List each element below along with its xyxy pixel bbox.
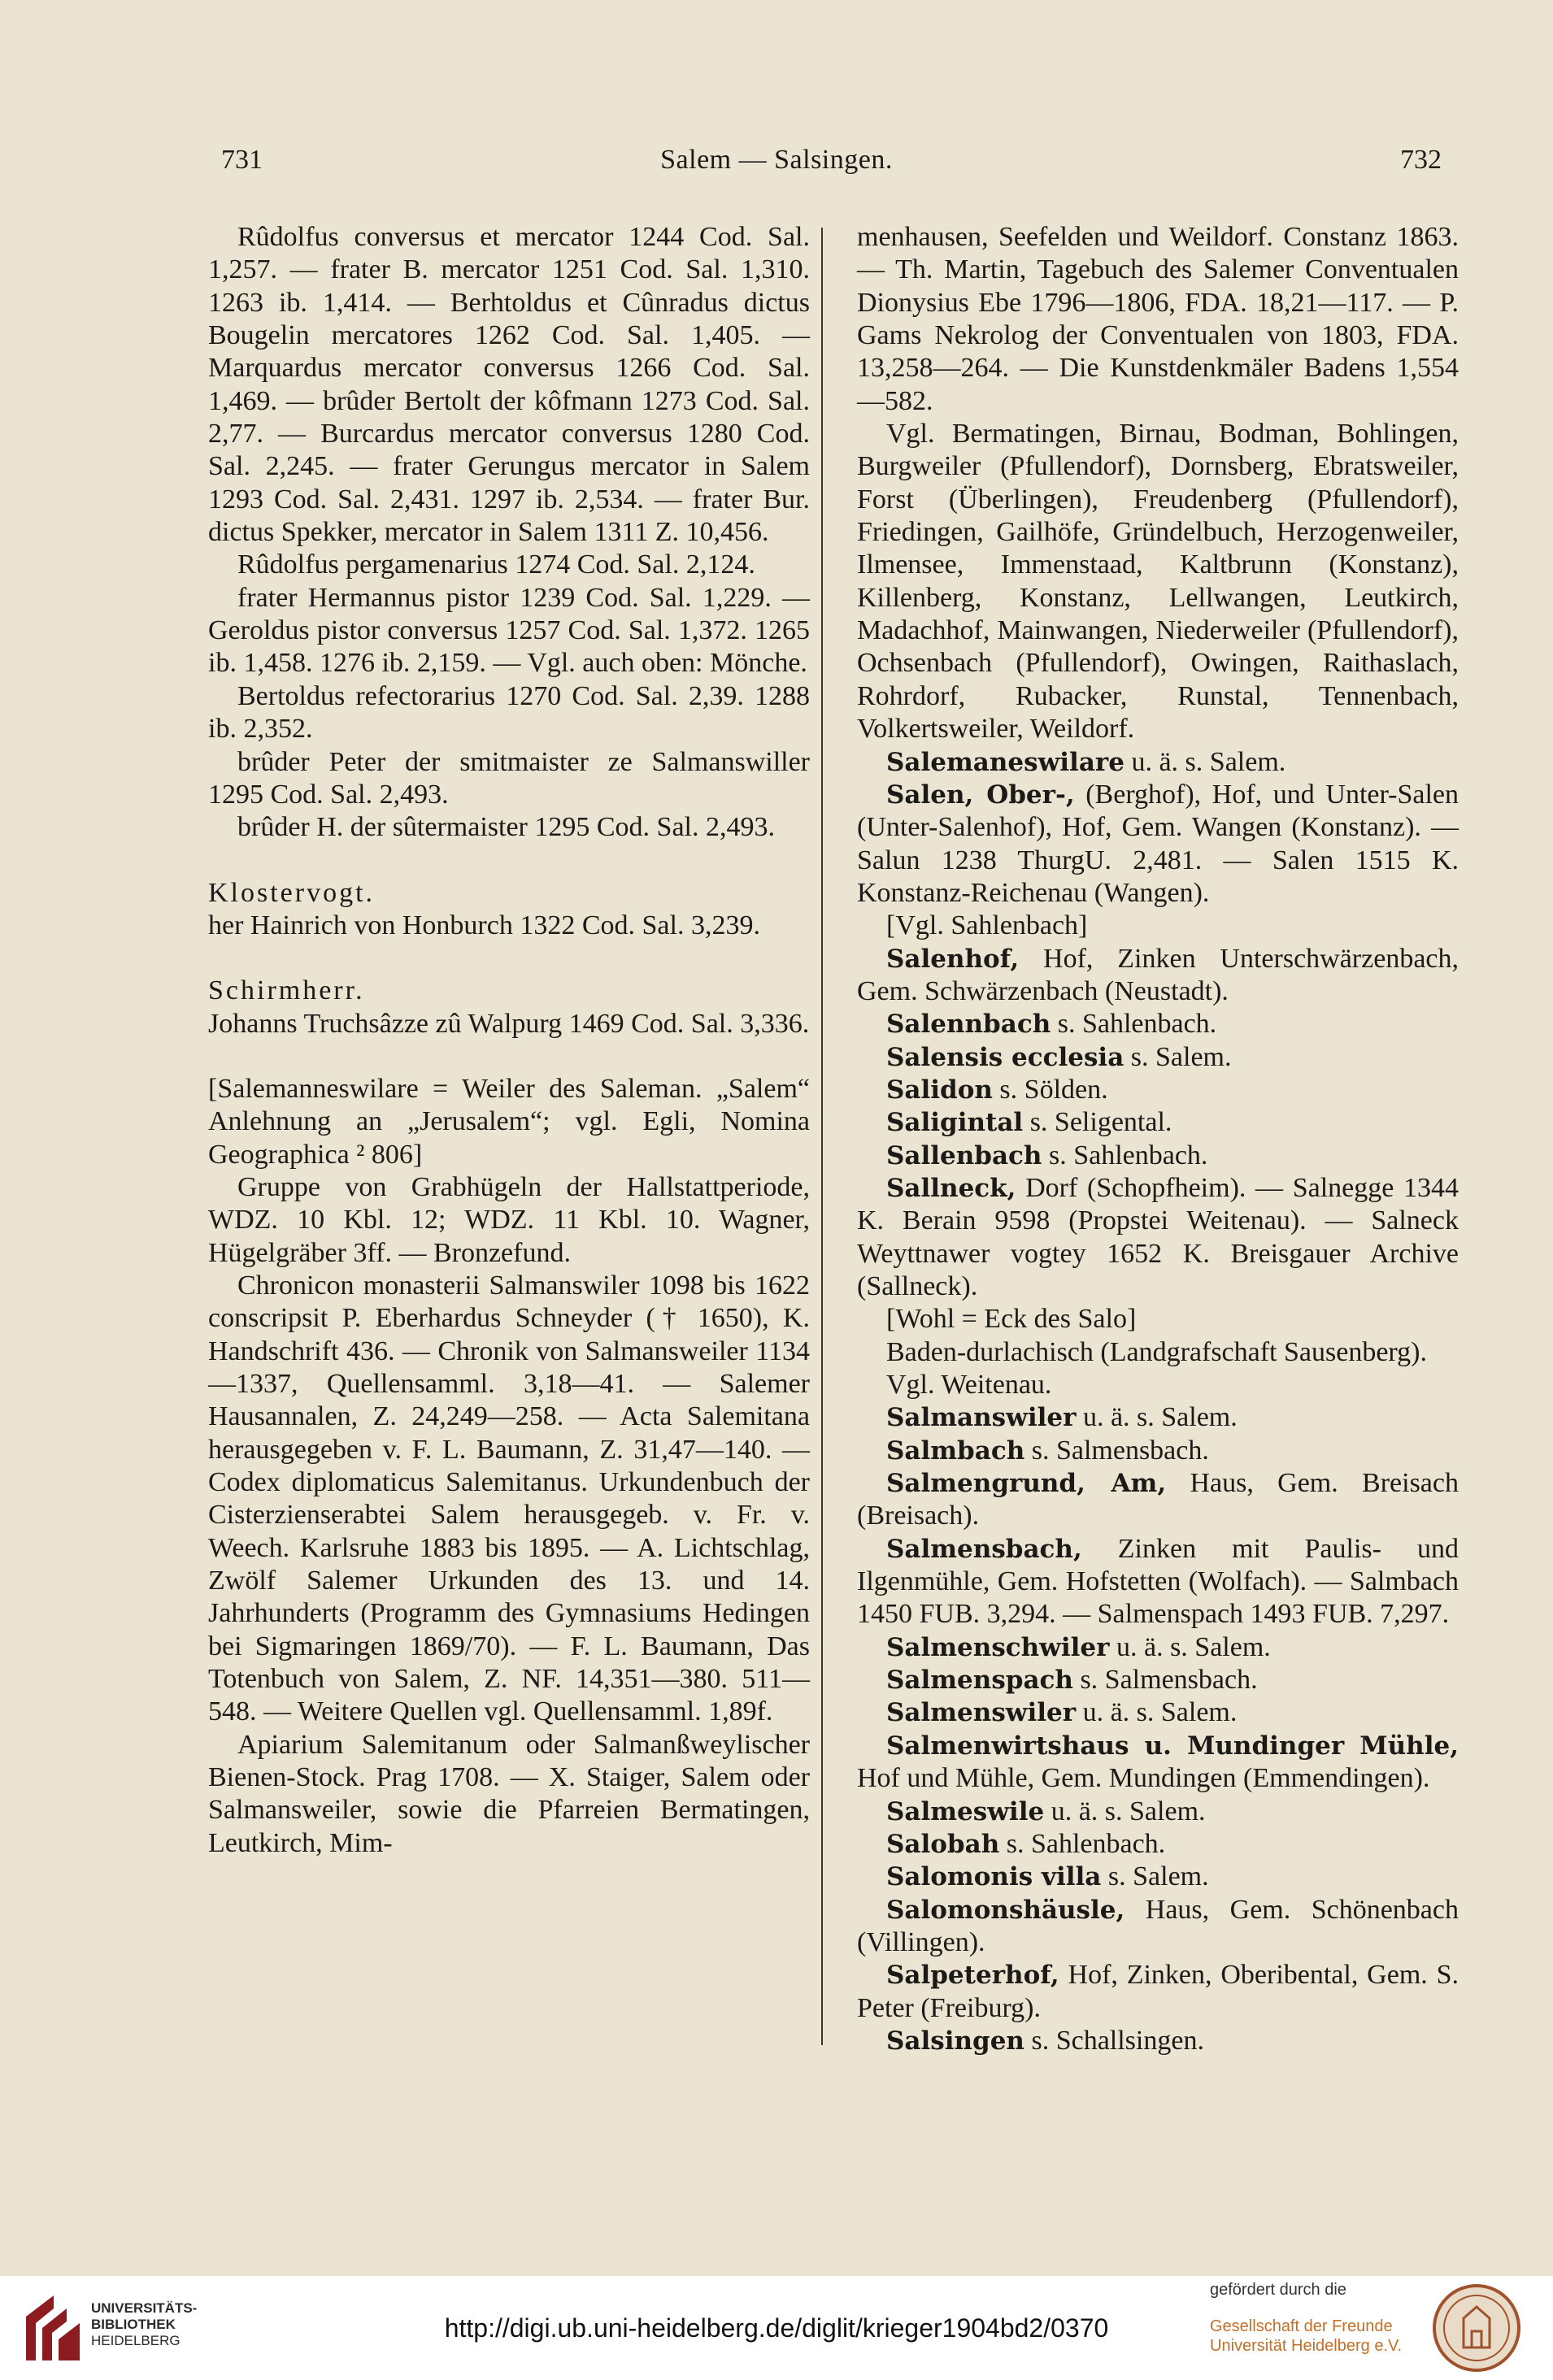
entry-salobah: Salobah s. Sahlenbach. <box>886 1828 1166 1859</box>
entry-sallenbach: Sallenbach s. Sahlenbach. <box>886 1140 1208 1170</box>
entry-saligintal: Saligintal s. Seligental. <box>886 1107 1172 1138</box>
university-seal-icon <box>1431 2282 1522 2373</box>
entry-salmensbach: Salmensbach, Zinken mit Paulis- und Ilgenmühle, Gem. Hofstetten (Wolfach). — Salmbach 1450 FUB. 3,294. — Salmenspach 1493 FUB. 7,297. <box>857 1533 1459 1630</box>
entry-klostervogt: her Hainrich von Honburch 1322 Cod. Sal. 3,239. <box>208 910 760 940</box>
heading-schirmherr: Schirmherr. <box>208 975 365 1006</box>
etymology-note: [Salemanneswilare = Weiler des Saleman. „Salem“ Anlehnung an „Jerusalem“; vgl. Egli, Nomina Geographica ² 806] <box>208 1073 810 1170</box>
literature-note: Apiarium Salemitanum oder Salmanßweylischer Bienen-Stock. Prag 1708. — X. Staiger, Salem oder Salmansweiler, sowie die Pfarreien Bermatingen, Leutkirch, Mim- <box>208 1729 810 1858</box>
note-weitenau: Vgl. Weitenau. <box>886 1370 1052 1401</box>
entry-pergamenarius: Rûdolfus pergamenarius 1274 Cod. Sal. 2,124. <box>237 549 755 580</box>
entry-salmanswiler: Salmanswiler u. ä. s. Salem. <box>886 1402 1238 1433</box>
spacer <box>208 845 810 877</box>
entry-sallneck: Sallneck, Dorf (Schopfheim). — Salnegge 1344 K. Berain 9598 (Propstei Weitenau). — Salneck Weyttnawer vogtey 1652 K. Breisgauer Archive (Sallneck). <box>857 1172 1459 1301</box>
entry-salenhof: Salenhof, Hof, Zinken Unterschwärzenbach, Gem. Schwärzenbach (Neustadt). <box>857 943 1459 1006</box>
lemma: Salenhof, <box>886 944 1020 974</box>
entry-salensis: Salensis ecclesia s. Salem. <box>886 1041 1232 1072</box>
lemma: Salmengrund, Am, <box>886 1469 1167 1499</box>
entry-pistor: frater Hermannus pistor 1239 Cod. Sal. 1,229. — Geroldus pistor conversus 1257 Cod. Sal. 1,372. 1265 ib. 1,458. 1276 ib. 2,159. — Vgl. auch oben: Mönche. <box>208 582 810 679</box>
lemma: Salmanswiler <box>886 1403 1077 1433</box>
right-column <box>857 221 1459 2057</box>
note-baden-durlach: Baden-durlachisch (Landgrafschaft Sausenberg). <box>886 1336 1427 1367</box>
note-sahlenbach: [Vgl. Sahlenbach] <box>886 910 1088 941</box>
lemma: Salomonshäusle, <box>886 1895 1125 1925</box>
heading-klostervogt: Klostervogt. <box>208 877 376 908</box>
page-header <box>0 145 1553 193</box>
lemma: Salennbach <box>886 1010 1051 1040</box>
lemma: Salobah <box>886 1829 1000 1859</box>
entry-sutermaister: brûder H. der sûtermaister 1295 Cod. Sal. 2,493. <box>237 812 775 843</box>
page-number-right: 732 <box>1400 145 1442 175</box>
entry-salmengrund: Salmengrund, Am, Haus, Gem. Breisach (Breisach). <box>857 1468 1459 1531</box>
lemma: Salmbach <box>886 1435 1025 1466</box>
lemma: Salmenschwiler <box>886 1632 1110 1662</box>
lemma: Saligintal <box>886 1108 1024 1138</box>
entry-smitmaister: brûder Peter der smitmaister ze Salmanswiller 1295 Cod. Sal. 2,493. <box>208 746 810 810</box>
page-number-left: 731 <box>221 145 263 175</box>
lemma: Salemaneswilare <box>886 747 1125 777</box>
entry-salomonis-villa: Salomonis villa s. Salem. <box>886 1861 1209 1892</box>
entry-salsingen: Salsingen s. Schallsingen. <box>886 2025 1204 2056</box>
lemma: Salmeswile <box>886 1796 1045 1826</box>
lemma: Salpeterhof, <box>886 1961 1059 1991</box>
entry-salmenspach: Salmenspach s. Salmensbach. <box>886 1665 1258 1696</box>
column-divider <box>821 228 823 2045</box>
lemma: Salmenspach <box>886 1666 1073 1696</box>
entry-salmbach: Salmbach s. Salmensbach. <box>886 1435 1209 1466</box>
digitization-footer <box>0 2276 1553 2380</box>
permalink-url[interactable]: http://digi.ub.uni-heidelberg.de/diglit/krieger1904bd2/0370 <box>444 2313 1109 2343</box>
entry-refectorarius: Bertoldus refectorarius 1270 Cod. Sal. 2,39. 1288 ib. 2,352. <box>208 680 810 745</box>
archaeology-note: Gruppe von Grabhügeln der Hallstattperiode, WDZ. 10 Kbl. 12; WDZ. 11 Kbl. 10. Wagner, Hügelgräber 3ff. — Bronzefund. <box>208 1171 810 1268</box>
left-column <box>208 221 810 1860</box>
entry-schirmherr: Johanns Truchsâzze zû Walpurg 1469 Cod. Sal. 3,336. <box>208 1008 810 1039</box>
running-title: Salem — Salsingen. <box>660 145 893 175</box>
lemma: Sallneck, <box>886 1173 1016 1203</box>
lemma: Salsingen <box>886 2026 1024 2056</box>
note-salo: [Wohl = Eck des Salo] <box>886 1304 1137 1335</box>
sources-note: Chronicon monasterii Salmanswiler 1098 bis 1622 conscripsit P. Eberhardus Schneyder († 1650), K. Handschrift 436. — Chronik von Salmansweiler 1134—1337, Quellensamml. 3,18—41. — Salemer Hausannalen, Z. 24,249—258. — Acta Salemitana herausgegeben v. F. L. Baumann, Z. 31,47—140. — Codex diplomaticus Salemitanus. Urkundenbuch der Cisterzienserabtei Salem herausgegeb. v. Fr. v. Weech. Karlsruhe 1883 bis 1895. — A. Lichtschlag, Zwölf Salemer Urkunden des 13. und 14. Jahrhunderts (Programm des Gymnasiums Hedingen bei Sigmaringen 1869/70). — F. L. Baumann, Das Totenbuch von Salem, Z. NF. 14,351—380. 511—548. — Weitere Quellen vgl. Quellensamml. 1,89f. <box>208 1270 810 1727</box>
lemma: Salomonis villa <box>886 1862 1102 1892</box>
entry-salmenschwiler: Salmenschwiler u. ä. s. Salem. <box>886 1631 1271 1662</box>
lemma: Salensis ecclesia <box>886 1042 1125 1072</box>
society-name: Gesellschaft der Freunde Universität Heidelberg e.V. <box>1210 2317 1403 2355</box>
entry-salen: Salen, Ober-, (Berghof), Hof, und Unter-Salen (Unter-Salenhof), Hof, Gem. Wangen (Konstanz). — Salun 1238 ThurgU. 2,481. — Salen 1515 K. Konstanz-Reichenau (Wangen). <box>857 779 1459 908</box>
lemma: Salmensbach, <box>886 1534 1082 1564</box>
spacer <box>208 942 810 975</box>
literature-continued: menhausen, Seefelden und Weildorf. Constanz 1863. — Th. Martin, Tagebuch des Salemer Conventualen Dionysius Ebe 1796—1806, FDA. 18,21—117. — P. Gams Nekrolog der Conventualen von 1803, FDA. 13,258—264. — Die Kunstdenkmäler Badens 1,554—582. <box>857 222 1459 416</box>
cross-reference-list: Vgl. Bermatingen, Birnau, Bodman, Bohlingen, Burgweiler (Pfullendorf), Dornsberg, Ebratsweiler, Forst (Überlingen), Freudenberg (Pfullendorf), Friedingen, Gailhöfe, Gründelbuch, Herzogenweiler, Ilmensee, Immenstaad, Kaltbrunn (Konstanz), Killenberg, Konstanz, Lellwangen, Leutkirch, Madachhof, Mainwangen, Niederweiler (Pfullendorf), Ochsenbach (Pfullendorf), Owingen, Raithaslach, Rohrdorf, Rubacker, Runstal, Tennenbach, Volkertsweiler, Weildorf. <box>857 419 1459 745</box>
funded-by-label: gefördert durch die <box>1210 2281 1346 2299</box>
entry-salmenswiler: Salmenswiler u. ä. s. Salem. <box>886 1697 1238 1728</box>
lemma: Salmenwirtshaus u. Mundinger Mühle, <box>886 1731 1459 1761</box>
entry-salmeswile: Salmeswile u. ä. s. Salem. <box>886 1796 1206 1826</box>
lemma: Sallenbach <box>886 1140 1042 1170</box>
entry-salpeterhof: Salpeterhof, Hof, Zinken, Oberibental, Gem. S. Peter (Freiburg). <box>857 1960 1459 2023</box>
lemma: Salen, Ober-, <box>886 780 1075 810</box>
entry-merchants: Rûdolfus conversus et mercator 1244 Cod. Sal. 1,257. — frater B. mercator 1251 Cod. Sal. 1,310. 1263 ib. 1,414. — Berhtoldus et Cûnradus dictus Bougelin mercatores 1262 Cod. Sal. 1,405. — Marquardus mercator conversus 1266 Cod. Sal. 1,469. — brûder Bertolt der kôfmann 1273 Cod. Sal. 2,77. — Burcardus mercator conversus 1280 Cod. Sal. 2,245. — frater Gerungus mercator in Salem 1293 Cod. Sal. 2,431. 1297 ib. 2,534. — frater Bur. dictus Spekker, mercator in Salem 1311 Z. 10,456. <box>208 222 810 548</box>
entry-salemaneswilare: Salemaneswilare u. ä. s. Salem. <box>886 746 1286 777</box>
lemma: Salmenswiler <box>886 1698 1077 1728</box>
lemma: Salidon <box>886 1075 993 1105</box>
library-name: UNIVERSITÄTS- BIBLIOTHEK HEIDELBERG <box>91 2300 198 2348</box>
entry-salennbach: Salennbach s. Sahlenbach. <box>886 1009 1217 1040</box>
spacer <box>208 1040 810 1073</box>
entry-salmenwirtshaus: Salmenwirtshaus u. Mundinger Mühle, Hof und Mühle, Gem. Mundingen (Emmendingen). <box>857 1731 1459 1794</box>
entry-salidon: Salidon s. Sölden. <box>886 1074 1108 1105</box>
entry-salomonshaeusle: Salomonshäusle, Haus, Gem. Schönenbach (Villingen). <box>857 1894 1459 1957</box>
